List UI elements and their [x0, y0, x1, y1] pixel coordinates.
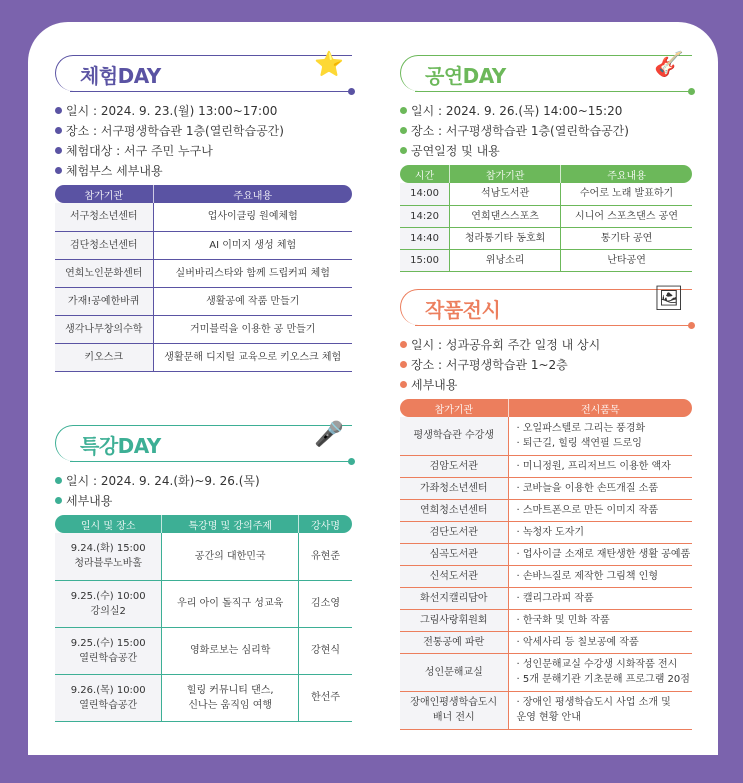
exhibition-title-box — [400, 284, 692, 325]
table-row — [400, 631, 692, 653]
table-row — [400, 183, 692, 205]
table-cell: 생활문해 디지털 교육으로 키오스크 체험 — [153, 343, 352, 371]
lecture-title-box — [55, 420, 352, 461]
lecture-info-item: 일시 : 2024. 9. 24.(화)~9. 26.(목) — [55, 471, 352, 491]
table-cell: · 코바늘을 이용한 손뜨개질 소품 — [508, 477, 692, 499]
table-cell: 키오스크 — [55, 343, 153, 371]
table-cell: 한선주 — [299, 674, 352, 721]
table-cell: 생각나무창의수학 — [55, 315, 153, 343]
table-cell: · 미니정원, 프리저브드 이용한 액자 — [508, 455, 692, 477]
table-header — [55, 515, 352, 533]
table-cell: · 오일파스텔로 그리는 풍경화 · 퇴근길, 힐링 색연필 드로잉 — [508, 417, 692, 455]
table-cell: 유현준 — [299, 533, 352, 580]
experience-info-item: 장소 : 서구평생학습관 1층(열린학습공간) — [55, 121, 352, 141]
table-cell: 전통공예 파란 — [400, 631, 508, 653]
column-header: 주요내용 — [561, 165, 692, 183]
table-cell: 그림사랑휘원회 — [400, 609, 508, 631]
lecture-table — [55, 515, 352, 722]
lecture-title: 특강DAY — [80, 434, 161, 458]
table-row — [55, 674, 352, 721]
table-cell: 공간의 대한민국 — [162, 533, 299, 580]
table-row — [400, 587, 692, 609]
table-cell: 화선지캘리담아 — [400, 587, 508, 609]
table-cell: 청라통기타 동호회 — [450, 227, 561, 249]
table-cell: · 악세사리 등 칠보공예 작품 — [508, 631, 692, 653]
column-header: 특강명 및 강의주제 — [162, 515, 299, 533]
table-cell: 9.24.(화) 15:00 청라블루노바홀 — [55, 533, 162, 580]
easel-icon: 🖼 — [653, 284, 684, 312]
table-row — [55, 627, 352, 674]
table-cell: · 손바느질로 제작한 그림책 인형 — [508, 565, 692, 587]
table-cell: · 한국화 및 민화 작품 — [508, 609, 692, 631]
table-cell: 힐링 커뮤니티 댄스, 신나는 움직임 여행 — [162, 674, 299, 721]
table-cell: 위낭소리 — [450, 249, 561, 271]
table-row — [55, 259, 352, 287]
exhibition-info-item: 장소 : 서구평생학습관 1~2층 — [400, 355, 692, 375]
table-cell: 김소영 — [299, 580, 352, 627]
table-cell: 14:20 — [400, 205, 450, 227]
table-row — [400, 227, 692, 249]
experience-table — [55, 185, 352, 372]
bottom-band — [0, 755, 743, 783]
exhibition-info-item: 일시 : 성과공유회 주간 일정 내 상시 — [400, 335, 692, 355]
table-cell: 가좌청소년센터 — [400, 477, 508, 499]
table-row — [400, 477, 692, 499]
column-header: 강사명 — [299, 515, 352, 533]
table-row — [400, 249, 692, 271]
table-row — [55, 315, 352, 343]
exhibition-section — [400, 284, 692, 730]
performance-title-box — [400, 50, 692, 91]
table-cell: 14:00 — [400, 183, 450, 205]
table-cell: 장애인평생학습도시 배너 전시 — [400, 691, 508, 729]
table-cell: 검암도서관 — [400, 455, 508, 477]
column-header: 일시 및 장소 — [55, 515, 162, 533]
table-row — [400, 205, 692, 227]
table-cell: 성인문해교실 — [400, 653, 508, 691]
podium-mic-icon: 🎤 — [314, 420, 344, 448]
experience-info-item: 일시 : 2024. 9. 23.(월) 13:00~17:00 — [55, 101, 352, 121]
table-row — [400, 455, 692, 477]
table-cell: AI 이미지 생성 체험 — [153, 231, 352, 259]
table-header — [400, 399, 692, 417]
table-row — [55, 203, 352, 231]
table-cell: 실버바리스타와 함께 드립커피 체험 — [153, 259, 352, 287]
table-cell: 15:00 — [400, 249, 450, 271]
table-cell: · 장애인 평생학습도시 사업 소개 및 운영 현황 안내 — [508, 691, 692, 729]
table-row — [55, 231, 352, 259]
table-row — [400, 521, 692, 543]
table-cell: 시니어 스포츠댄스 공연 — [561, 205, 692, 227]
exhibition-info-item: 세부내용 — [400, 375, 692, 395]
table-cell: · 녹청자 도자기 — [508, 521, 692, 543]
table-cell: 연희노인문화센터 — [55, 259, 153, 287]
table-cell: · 업사이클 소재로 재탄생한 생활 공예품 — [508, 543, 692, 565]
lecture-info-item: 세부내용 — [55, 491, 352, 511]
table-row — [400, 499, 692, 521]
table-row — [55, 287, 352, 315]
experience-title: 체험DAY — [80, 64, 161, 88]
performance-table — [400, 165, 692, 272]
table-row — [400, 565, 692, 587]
guitar-icon: 🎸 — [654, 50, 684, 78]
table-header — [400, 165, 692, 183]
table-cell: 신석도서관 — [400, 565, 508, 587]
table-cell: 수어로 노래 발표하기 — [561, 183, 692, 205]
table-cell: 강현식 — [299, 627, 352, 674]
performance-section — [400, 50, 692, 272]
performance-title: 공연DAY — [425, 64, 506, 88]
experience-title-box — [55, 50, 352, 91]
performance-info-item: 공연일정 및 내용 — [400, 141, 692, 161]
table-row — [400, 417, 692, 455]
table-cell: 통기타 공연 — [561, 227, 692, 249]
table-cell: 연희댄스스포츠 — [450, 205, 561, 227]
table-cell: 업사이클링 원예체험 — [153, 203, 352, 231]
table-cell: 우리 아이 돌직구 성교육 — [162, 580, 299, 627]
table-cell: 연희청소년센터 — [400, 499, 508, 521]
table-cell: 서구청소년센터 — [55, 203, 153, 231]
star-tray-icon: ⭐ — [314, 50, 344, 78]
table-cell: 거미블럭을 이용한 공 만들기 — [153, 315, 352, 343]
exhibition-title: 작품전시 — [425, 298, 501, 322]
table-row — [400, 653, 692, 691]
table-cell: 영화로보는 심리학 — [162, 627, 299, 674]
table-cell: · 스마트폰으로 만든 이미지 작품 — [508, 499, 692, 521]
table-cell: 난타공연 — [561, 249, 692, 271]
table-header — [55, 185, 352, 203]
column-header: 참가기관 — [400, 399, 508, 417]
table-cell: 가재!공예한바퀴 — [55, 287, 153, 315]
table-row — [55, 533, 352, 580]
table-cell: 검단도서관 — [400, 521, 508, 543]
column-header: 참가기관 — [55, 185, 153, 203]
table-cell: 심곡도서관 — [400, 543, 508, 565]
experience-info-item: 체험대상 : 서구 주민 누구나 — [55, 141, 352, 161]
exhibition-table — [400, 399, 692, 730]
table-row — [55, 343, 352, 371]
experience-section — [55, 50, 352, 372]
table-row — [55, 580, 352, 627]
table-cell: 9.26.(목) 10:00 열린학습공간 — [55, 674, 162, 721]
table-cell: 평생학습관 수강생 — [400, 417, 508, 455]
column-header: 시간 — [400, 165, 450, 183]
column-header: 주요내용 — [153, 185, 352, 203]
table-cell: 9.25.(수) 10:00 강의실2 — [55, 580, 162, 627]
table-cell: 석남도서관 — [450, 183, 561, 205]
column-header: 전시품목 — [508, 399, 692, 417]
performance-info-item: 일시 : 2024. 9. 26.(목) 14:00~15:20 — [400, 101, 692, 121]
table-cell: · 캘리그라피 작품 — [508, 587, 692, 609]
lecture-section — [55, 420, 352, 722]
table-row — [400, 543, 692, 565]
column-header: 참가기관 — [450, 165, 561, 183]
table-row — [400, 609, 692, 631]
table-row — [400, 691, 692, 729]
table-cell: 검단청소년센터 — [55, 231, 153, 259]
table-cell: 14:40 — [400, 227, 450, 249]
experience-info-item: 체험부스 세부내용 — [55, 161, 352, 181]
table-cell: · 성인문해교실 수강생 시화작품 전시 · 5개 문해기관 기초문해 프로그램 20점 — [508, 653, 692, 691]
table-cell: 9.25.(수) 15:00 열린학습공간 — [55, 627, 162, 674]
table-cell: 생활공예 작품 만들기 — [153, 287, 352, 315]
performance-info-item: 장소 : 서구평생학습관 1층(열린학습공간) — [400, 121, 692, 141]
